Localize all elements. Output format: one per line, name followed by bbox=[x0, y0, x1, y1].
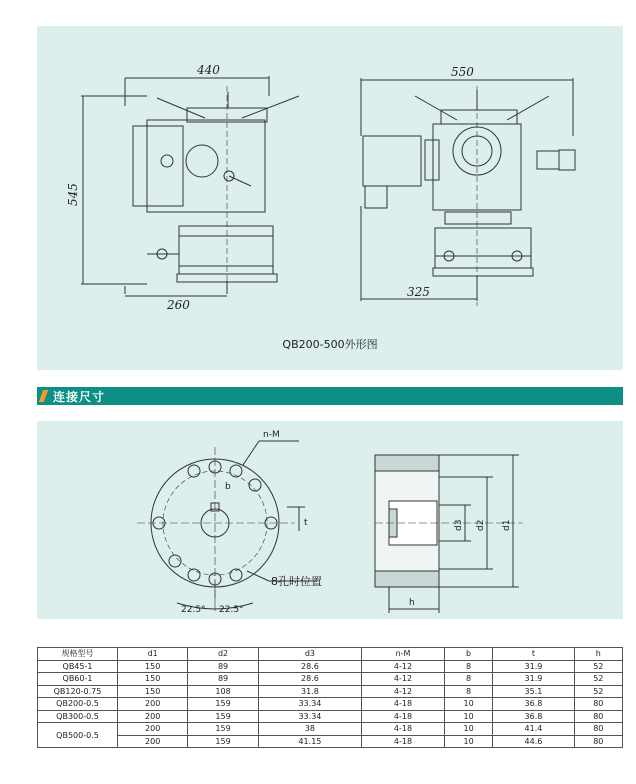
cell-d2: 159 bbox=[188, 698, 258, 711]
cell-nm: 4-12 bbox=[362, 660, 445, 673]
angle-left: 22.5° bbox=[181, 605, 206, 615]
cell-t: 36.8 bbox=[493, 710, 574, 723]
cell-d3: 38 bbox=[258, 723, 361, 736]
cell-d1: 200 bbox=[118, 710, 188, 723]
label-holes: 8孔时位置 bbox=[271, 575, 322, 588]
cell-model: QB300-0.5 bbox=[38, 710, 118, 723]
cell-d3: 28.6 bbox=[258, 660, 361, 673]
label-b: b bbox=[225, 482, 231, 492]
cell-h: 80 bbox=[574, 735, 622, 748]
cell-nm: 4-18 bbox=[362, 723, 445, 736]
table-row bbox=[38, 735, 623, 748]
cell-d3: 33.34 bbox=[258, 698, 361, 711]
cell-h: 52 bbox=[574, 673, 622, 686]
cell-d1: 200 bbox=[118, 735, 188, 748]
col-h: h bbox=[574, 648, 622, 661]
table-row bbox=[38, 698, 623, 711]
connection-drawing bbox=[37, 421, 623, 619]
cell-b: 8 bbox=[444, 685, 492, 698]
col-d3: d3 bbox=[258, 648, 361, 661]
cell-t: 44.6 bbox=[493, 735, 574, 748]
cell-d1: 150 bbox=[118, 673, 188, 686]
cell-d3: 28.6 bbox=[258, 673, 361, 686]
cell-d1: 150 bbox=[118, 685, 188, 698]
cell-nm: 4-18 bbox=[362, 735, 445, 748]
cell-nm: 4-12 bbox=[362, 685, 445, 698]
cell-d3: 41.15 bbox=[258, 735, 361, 748]
dim-front-base: 260 bbox=[167, 298, 190, 312]
cell-h: 52 bbox=[574, 685, 622, 698]
label-t: t bbox=[304, 518, 308, 528]
dim-side-base: 325 bbox=[407, 285, 430, 299]
section-slash-icon bbox=[39, 390, 48, 402]
cell-d1: 150 bbox=[118, 660, 188, 673]
table-row bbox=[38, 710, 623, 723]
section-title: 连接尺寸 bbox=[53, 390, 106, 404]
cell-h: 80 bbox=[574, 710, 622, 723]
side-view bbox=[361, 65, 575, 306]
cell-h: 52 bbox=[574, 660, 622, 673]
cell-nm: 4-18 bbox=[362, 698, 445, 711]
dim-front-width: 440 bbox=[197, 63, 220, 77]
table-header-row bbox=[38, 648, 623, 661]
table-row bbox=[38, 660, 623, 673]
table-row bbox=[38, 685, 623, 698]
cell-nm: 4-18 bbox=[362, 710, 445, 723]
outline-drawing bbox=[37, 26, 623, 326]
connection-drawing-panel bbox=[37, 421, 623, 619]
cell-model: QB200-0.5 bbox=[38, 698, 118, 711]
cell-b: 10 bbox=[444, 735, 492, 748]
cell-b: 8 bbox=[444, 673, 492, 686]
cell-t: 41.4 bbox=[493, 723, 574, 736]
cell-t: 35.1 bbox=[493, 685, 574, 698]
cell-d3: 31.8 bbox=[258, 685, 361, 698]
cell-b: 10 bbox=[444, 723, 492, 736]
cell-d2: 159 bbox=[188, 735, 258, 748]
connection-table bbox=[37, 647, 623, 748]
outline-drawing-panel bbox=[37, 26, 623, 370]
cell-h: 80 bbox=[574, 698, 622, 711]
cell-b: 10 bbox=[444, 698, 492, 711]
col-d2: d2 bbox=[188, 648, 258, 661]
col-b: b bbox=[444, 648, 492, 661]
cell-d2: 89 bbox=[188, 660, 258, 673]
label-d3: d3 bbox=[454, 519, 464, 531]
dim-side-width: 550 bbox=[451, 65, 474, 79]
cell-model-merged: QB500-0.5 bbox=[38, 723, 118, 748]
cell-h: 80 bbox=[574, 723, 622, 736]
cell-model: QB120-0.75 bbox=[38, 685, 118, 698]
col-model: 规格型号 bbox=[38, 648, 118, 661]
angle-right: 22.5° bbox=[219, 605, 244, 615]
label-nm: n-M bbox=[263, 430, 280, 440]
cell-model: QB45-1 bbox=[38, 660, 118, 673]
cell-d2: 159 bbox=[188, 723, 258, 736]
cell-d2: 108 bbox=[188, 685, 258, 698]
dim-front-height: 545 bbox=[66, 183, 80, 206]
cell-d3: 33.34 bbox=[258, 710, 361, 723]
cell-d1: 200 bbox=[118, 698, 188, 711]
label-h: h bbox=[409, 598, 415, 608]
cell-d2: 159 bbox=[188, 710, 258, 723]
cell-d2: 89 bbox=[188, 673, 258, 686]
col-nm: n-M bbox=[362, 648, 445, 661]
cell-t: 31.9 bbox=[493, 660, 574, 673]
front-view bbox=[66, 63, 299, 312]
cell-model: QB60-1 bbox=[38, 673, 118, 686]
drawing-caption: QB200-500外形图 bbox=[282, 338, 378, 351]
cell-t: 31.9 bbox=[493, 673, 574, 686]
cell-b: 8 bbox=[444, 660, 492, 673]
table-row bbox=[38, 673, 623, 686]
cell-b: 10 bbox=[444, 710, 492, 723]
label-d1: d1 bbox=[502, 519, 512, 531]
table-row bbox=[38, 723, 623, 736]
section-view bbox=[375, 455, 523, 613]
col-t: t bbox=[493, 648, 574, 661]
cell-nm: 4-12 bbox=[362, 673, 445, 686]
col-d1: d1 bbox=[118, 648, 188, 661]
section-header bbox=[37, 387, 623, 405]
cell-d1: 200 bbox=[118, 723, 188, 736]
flange-view bbox=[137, 430, 322, 615]
cell-t: 36.8 bbox=[493, 698, 574, 711]
label-d2: d2 bbox=[476, 519, 486, 531]
